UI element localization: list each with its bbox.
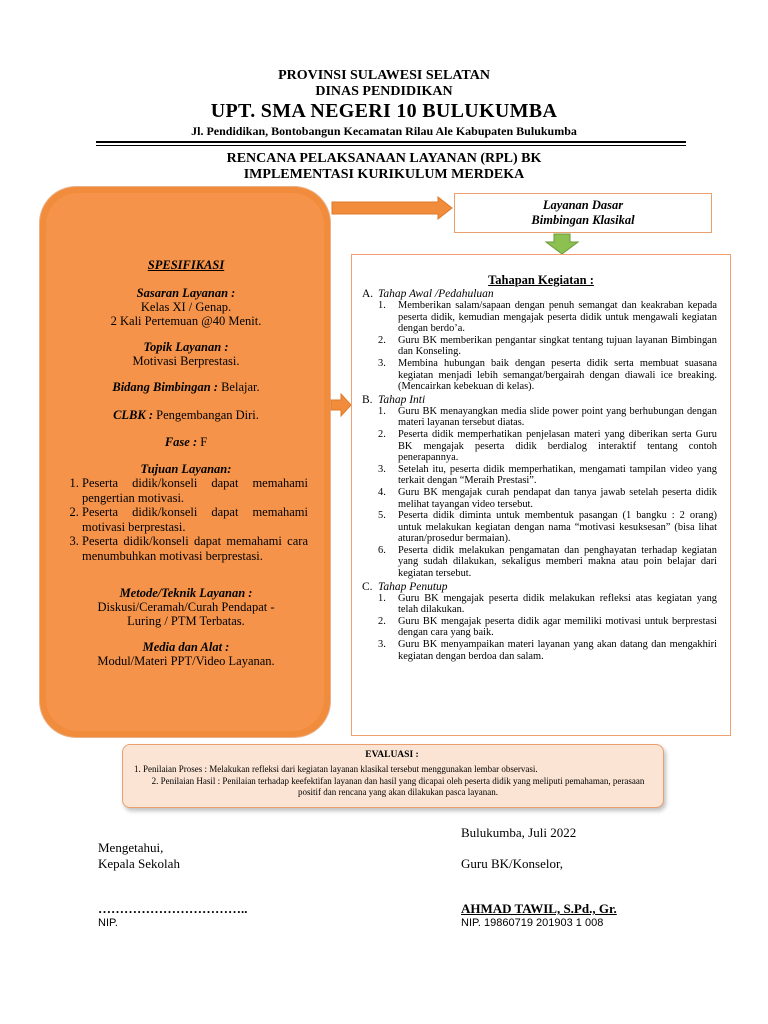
layanan-dasar-line2: Bimbingan Klasikal bbox=[531, 213, 635, 227]
step-item: 6. Peserta didik melakukan pengamatan dan penghayatan terhadap kegiatan yang sudah dilakukan, sekaligus memberi makna atau poin belajar dari kegiatan tersebut. bbox=[378, 544, 717, 580]
section-letter: A. bbox=[362, 288, 374, 300]
step-text: Peserta didik melakukan pengamatan dan penghayatan terhadap kegiatan yang sudah dilakukan, sekaligus memberi makna atau poin belajar dari kegiatan tersebut. bbox=[398, 544, 717, 580]
fase-line bbox=[58, 435, 314, 450]
department-heading: DINAS PENDIDIKAN bbox=[315, 84, 453, 99]
evaluasi-item-1: 1. Penilaian Proses : Melakukan refleksi dari kegiatan layanan klasikal tersebut menggunakan lembar observasi. bbox=[134, 764, 538, 774]
section-c-steps bbox=[374, 593, 717, 663]
bidang-line bbox=[58, 380, 314, 395]
arrow-right-icon bbox=[330, 196, 454, 220]
step-text: Guru BK menyampaikan materi layanan yang akan datang dan mengakhiri kegiatan dengan berdoa dan salam. bbox=[398, 639, 717, 662]
step-text: Guru BK mengajak curah pendapat dan tanya jawab setelah peserta didik melihat tayangan video tersebut. bbox=[398, 486, 717, 510]
tujuan-item: 2. Peserta didik/konseli dapat memahami motivasi berprestasi. bbox=[82, 505, 308, 534]
step-item: 3. Setelah itu, peserta didik memperhatikan, mengamati tampilan video yang terkait dengan “Meraih Prestasi”. bbox=[378, 463, 717, 487]
kepala-sekolah-nip: NIP. bbox=[98, 917, 118, 929]
bidang-value: Belajar. bbox=[217, 380, 260, 394]
metode-value-1: Diskusi/Ceramah/Curah Pendapat - bbox=[97, 600, 275, 614]
step-text: Membina hubungan baik dengan peserta didik serta membuat suasana kegiatan menjadi lebih semangat/bergairah dengan diawali ice breaking. (Mencairkan kebekuan di kelas). bbox=[398, 357, 717, 393]
step-text: Guru BK mengajak peserta didik agar memiliki motivasi untuk berprestasi dengan cara yang baik. bbox=[398, 615, 717, 639]
step-text: Guru BK menayangkan media slide power point yang berhubungan dengan materi layanan tersebut diatas. bbox=[398, 405, 717, 429]
guru-bk-label: Guru BK/Konselor, bbox=[461, 856, 564, 871]
step-item: 2. Guru BK mengajak peserta didik agar memiliki motivasi untuk berprestasi dengan cara yang baik. bbox=[378, 615, 717, 639]
step-item: 2. Guru BK memberikan pengantar singkat tentang tujuan layanan Bimbingan dan Konseling. bbox=[378, 334, 717, 358]
step-item: 2. Peserta didik memperhatikan penjelasan materi yang diberikan serta Guru BK mengajak peserta didik berdialog interaktif tentang contoh penerapannya. bbox=[378, 428, 717, 464]
layanan-dasar-box bbox=[454, 193, 712, 233]
step-item: 3. Membina hubungan baik dengan peserta didik serta membuat suasana kegiatan menjadi lebih semangat/bergairah dengan diawali ice breaking. (Mencairkan kebekuan di kelas). bbox=[378, 357, 717, 393]
step-text: Memberikan salam/sapaan dengan penuh semangat dan keakraban kepada peserta didik, kemudian mengajak peserta didik untuk mengawali kegiatan dengan berdo’a. bbox=[398, 300, 717, 335]
section-heading bbox=[362, 394, 717, 406]
sasaran-label: Sasaran Layanan : bbox=[136, 286, 236, 300]
clbk-value: Pengembangan Diri. bbox=[153, 408, 259, 422]
step-item: 1. Guru BK mengajak peserta didik melakukan refleksi atas kegiatan yang telah dilakukan. bbox=[378, 592, 717, 616]
clbk-label: CLBK : bbox=[113, 408, 154, 422]
step-item: 4. Guru BK mengajak curah pendapat dan tanya jawab setelah peserta didik melihat tayangan video tersebut. bbox=[378, 486, 717, 510]
step-text: Guru BK mengajak peserta didik melakukan refleksi atas kegiatan yang telah dilakukan. bbox=[398, 592, 717, 616]
tujuan-list bbox=[60, 476, 308, 563]
document-subtitle: IMPLEMENTASI KURIKULUM MERDEKA bbox=[243, 167, 525, 182]
kepala-sekolah-name: …………………………….. bbox=[98, 901, 248, 916]
fase-value: F bbox=[197, 435, 208, 449]
tujuan-item: 3. Peserta didik/konseli dapat memahami cara menumbuhkan motivasi berprestasi. bbox=[82, 534, 308, 563]
tujuan-label: Tujuan Layanan: bbox=[140, 462, 232, 476]
step-text: Guru BK memberikan pengantar singkat tentang tujuan layanan Bimbingan dan Konseling. bbox=[398, 334, 717, 358]
spesifikasi-title: SPESIFIKASI bbox=[147, 258, 225, 272]
metode-label: Metode/Teknik Layanan : bbox=[119, 586, 253, 600]
section-heading bbox=[362, 288, 717, 300]
document-title: RENCANA PELAKSANAAN LAYANAN (RPL) BK bbox=[226, 151, 542, 166]
guru-bk-nip: NIP. 19860719 201903 1 008 bbox=[461, 917, 604, 929]
bidang-label: Bidang Bimbingan : bbox=[112, 380, 218, 394]
tujuan-list-wrap bbox=[60, 476, 308, 563]
school-name: UPT. SMA NEGERI 10 BULUKUMBA bbox=[210, 100, 558, 122]
step-text: Peserta didik memperhatikan penjelasan materi yang diberikan serta Guru BK mengajak peserta didik berdialog interaktif tentang contoh penerapannya. bbox=[398, 428, 717, 464]
guru-bk-name: AHMAD TAWIL, S.Pd., Gr. bbox=[461, 901, 617, 916]
province-heading: PROVINSI SULAWESI SELATAN bbox=[278, 68, 490, 83]
step-text: Peserta didik diminta untuk membentuk pasangan (1 bangku : 2 orang) untuk melakukan kegiatan dengan nama “motivasi kesuksesan” (bisa lihat aturan/prosedur bermaian). bbox=[398, 510, 717, 545]
section-name: Tahap Awal /Pedahuluan bbox=[378, 288, 494, 300]
fase-label: Fase : bbox=[164, 435, 198, 449]
section-heading bbox=[362, 581, 717, 593]
evaluasi-title: EVALUASI : bbox=[365, 750, 419, 760]
header-rule-thin bbox=[96, 145, 686, 146]
arrow-right-small-icon bbox=[330, 393, 352, 417]
topik-label: Topik Layanan : bbox=[143, 340, 229, 354]
section-letter: B. bbox=[362, 393, 373, 406]
clbk-line bbox=[58, 408, 314, 423]
step-item: 3. Guru BK menyampaikan materi layanan yang akan datang dan mengakhiri kegiatan dengan berdoa dan salam. bbox=[378, 639, 717, 662]
place-date: Bulukumba, Juli 2022 bbox=[461, 825, 577, 840]
topik-value: Motivasi Berprestasi. bbox=[132, 354, 240, 368]
arrow-down-icon bbox=[544, 233, 580, 255]
step-text: Setelah itu, peserta didik memperhatikan, mengamati tampilan video yang terkait dengan “Meraih Prestasi”. bbox=[398, 463, 717, 487]
tahapan-content bbox=[362, 288, 717, 662]
layanan-dasar-line1: Layanan Dasar bbox=[542, 198, 624, 212]
mengetahui-label: Mengetahui, bbox=[98, 840, 164, 855]
section-b-steps bbox=[374, 406, 717, 580]
section-a-steps bbox=[374, 300, 717, 393]
sasaran-value-2: 2 Kali Pertemuan @40 Menit. bbox=[110, 314, 262, 328]
step-item: 1. Memberikan salam/sapaan dengan penuh semangat dan keakraban kepada peserta didik, kemudian mengajak peserta didik untuk mengawali kegiatan dengan berdo’a. bbox=[378, 300, 717, 335]
step-item: 5. Peserta didik diminta untuk membentuk pasangan (1 bangku : 2 orang) untuk melakukan kegiatan dengan nama “motivasi kesuksesan” (bisa lihat aturan/prosedur bermaian). bbox=[378, 510, 717, 545]
evaluasi-item-2: 2. Penilaian Hasil : Penilaian terhadap keefektifan layanan dan hasil yang dicapai oleh peserta didik yang meliputi pemahaman, perasaan positif dan rencana yang akan dilakukan pasca layanan. bbox=[151, 776, 645, 797]
media-value: Modul/Materi PPT/Video Layanan. bbox=[97, 654, 275, 668]
sasaran-value-1: Kelas XI / Genap. bbox=[140, 300, 232, 314]
kepala-sekolah-label: Kepala Sekolah bbox=[98, 856, 180, 871]
step-item: 1. Guru BK menayangkan media slide power point yang berhubungan dengan materi layanan tersebut diatas. bbox=[378, 405, 717, 429]
tahapan-title: Tahapan Kegiatan : bbox=[488, 273, 594, 287]
metode-value-2: Luring / PTM Terbatas. bbox=[127, 614, 245, 628]
section-letter: C. bbox=[362, 580, 373, 593]
section-name: Tahap Inti bbox=[378, 393, 426, 406]
school-address: Jl. Pendidikan, Bontobangun Kecamatan Rilau Ale Kabupaten Bulukumba bbox=[191, 124, 577, 138]
section-name: Tahap Penutup bbox=[378, 580, 448, 593]
tujuan-item: 1. Peserta didik/konseli dapat memahami pengertian motivasi. bbox=[82, 476, 308, 505]
media-label: Media dan Alat : bbox=[142, 640, 230, 654]
header-rule-thick bbox=[96, 141, 686, 143]
